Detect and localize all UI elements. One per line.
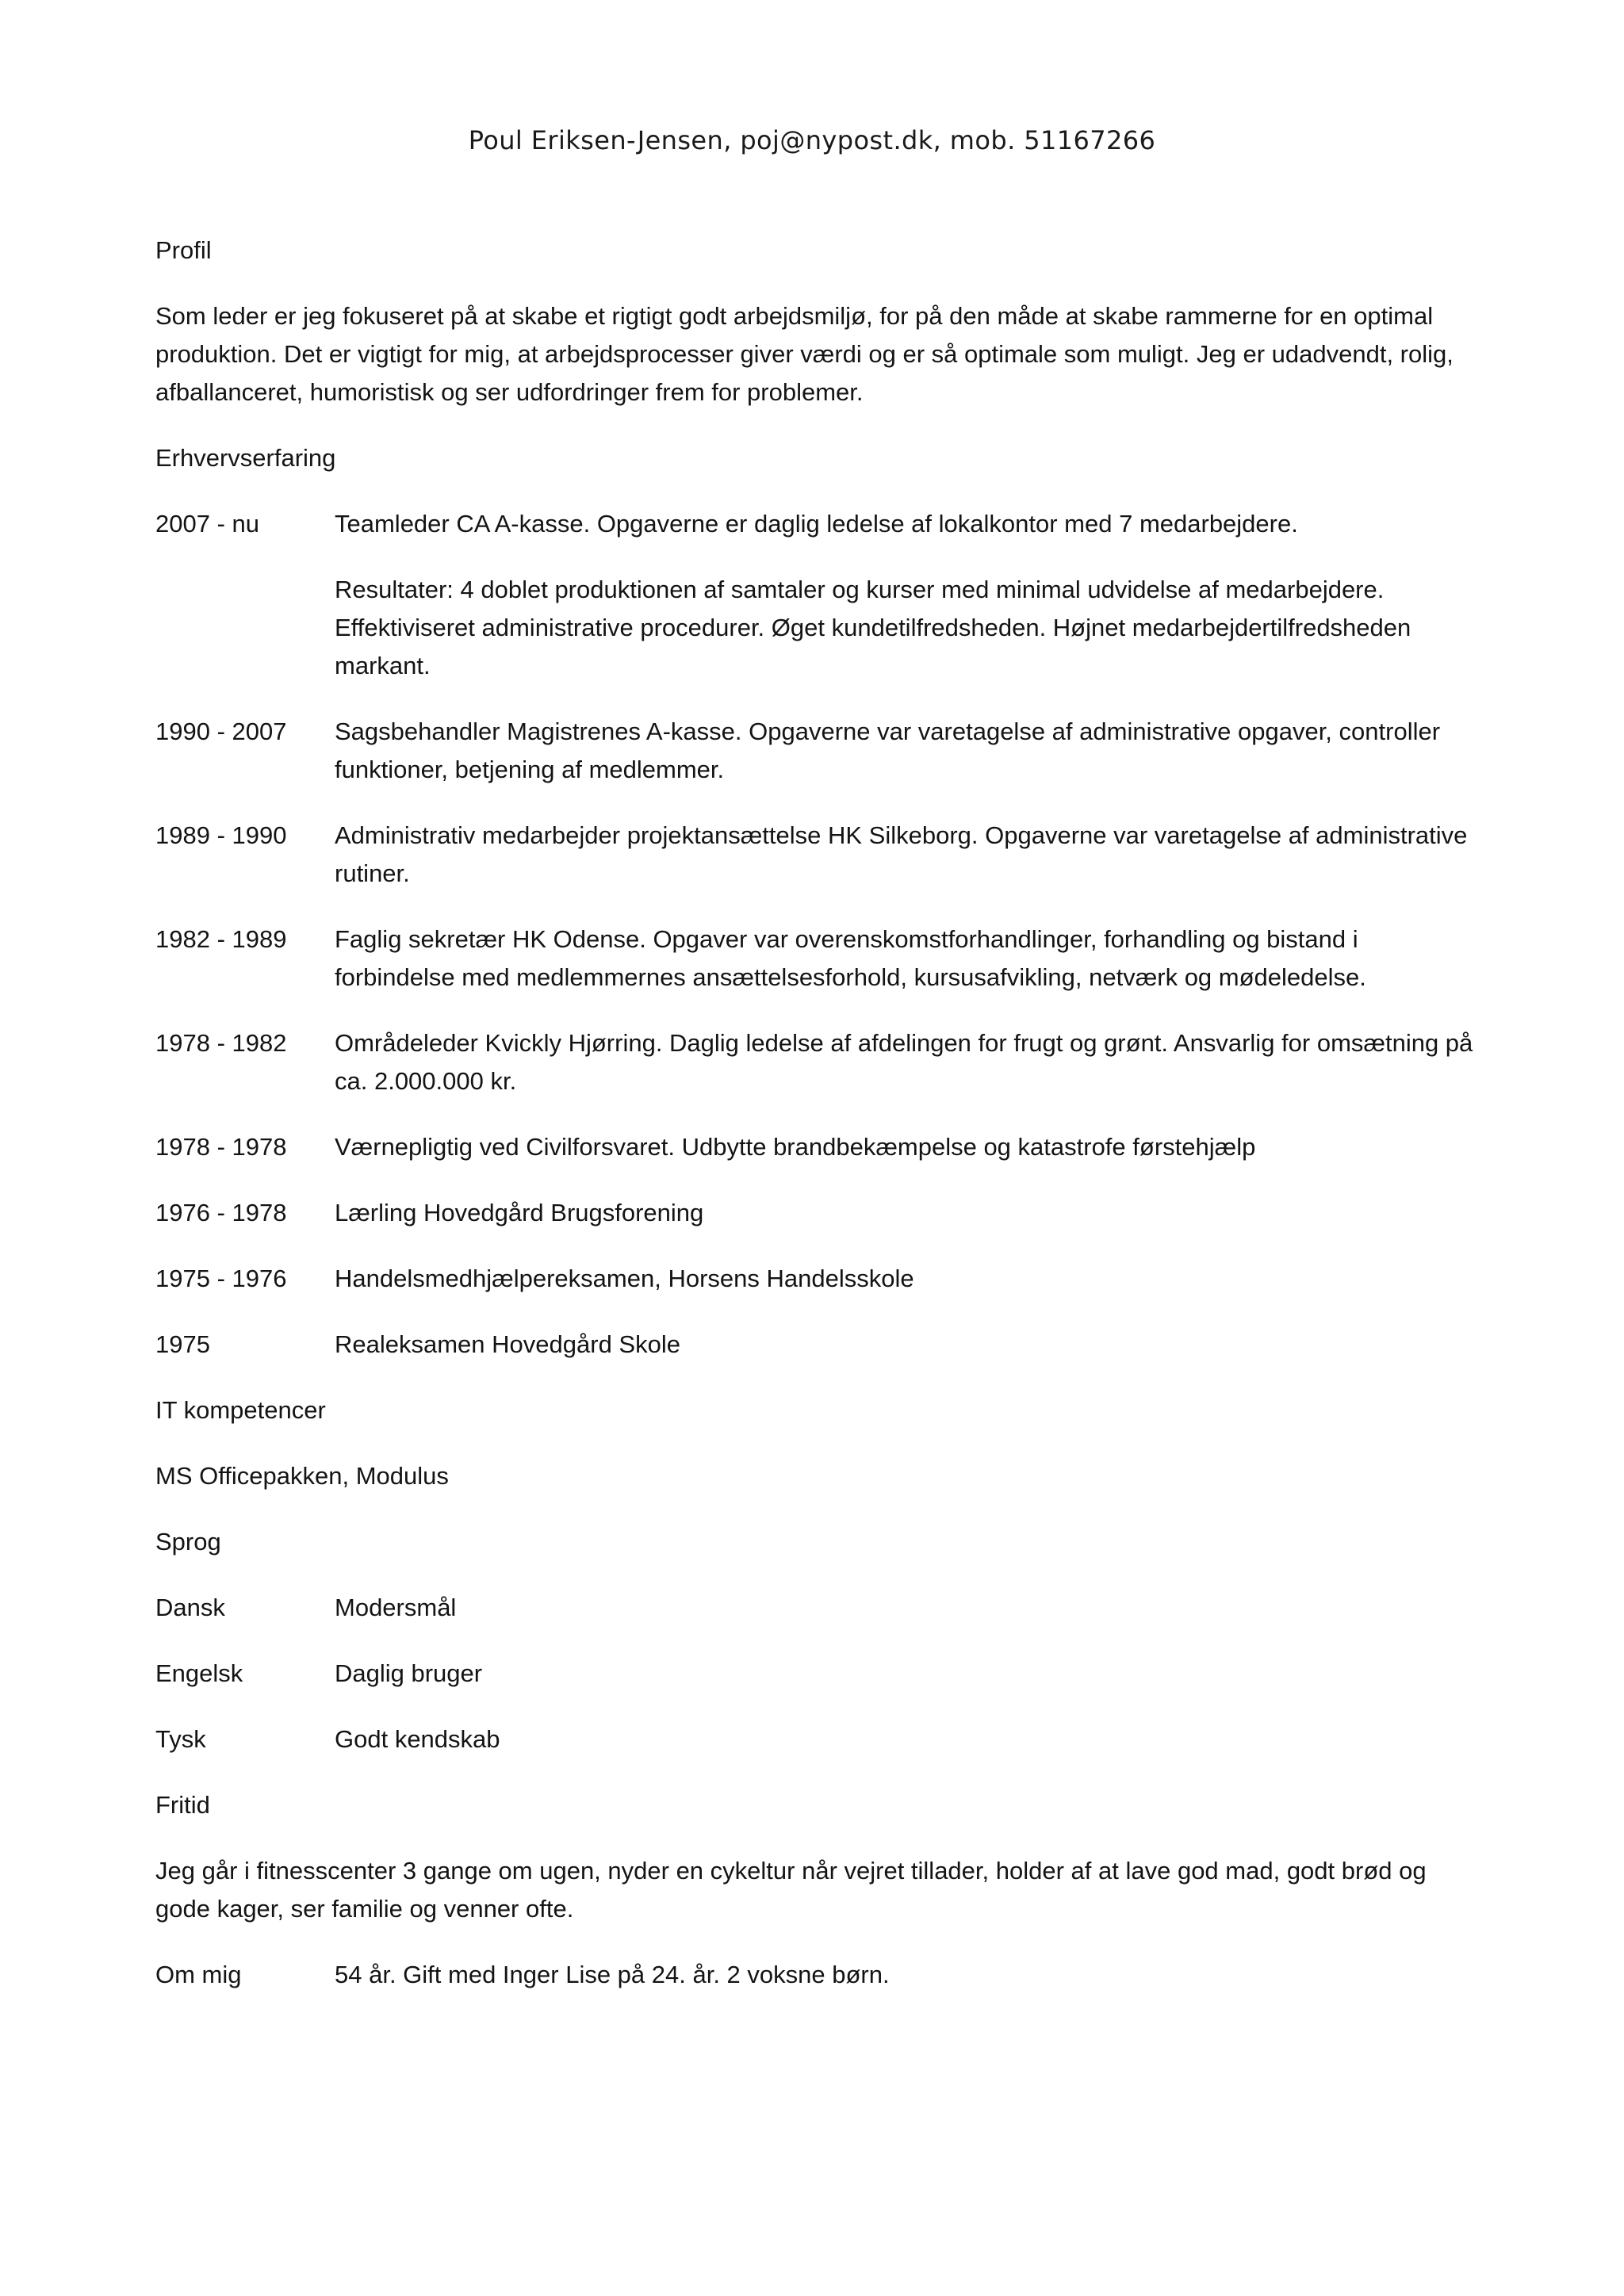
language-entry	[155, 1655, 1484, 1693]
language-level: Godt kendskab	[335, 1725, 500, 1753]
experience-period	[155, 571, 335, 685]
about-text: 54 år. Gift med Inger Lise på 24. år. 2 voksne børn.	[335, 1961, 890, 1988]
experience-entry	[155, 713, 1484, 789]
it-heading: IT kompetencer	[155, 1396, 326, 1424]
experience-entry	[155, 1024, 1484, 1100]
experience-period: 1989 - 1990	[155, 821, 287, 849]
cv-content	[155, 232, 1484, 2022]
experience-description: Resultater: 4 doblet produktionen af samtaler og kurser med minimal udvidelse af medarbejdere. Effektiviseret administrative procedurer. Øget kundetilfredsheden. Højnet medarbejdertilfredsheden markant.	[335, 576, 1411, 679]
experience-description: Faglig sekretær HK Odense. Opgaver var overenskomstforhandlinger, forhandling og bistand i forbindelse med medlemmernes ansættelsesforhold, kursusafvikling, netværk og mødeledelse.	[335, 925, 1366, 991]
experience-entry	[155, 1326, 1484, 1364]
experience-description: Administrativ medarbejder projektansættelse HK Silkeborg. Opgaverne var varetagelse af administrative rutiner.	[335, 821, 1468, 887]
contact-header: Poul Eriksen-Jensen, poj@nypost.dk, mob. 51167266	[468, 125, 1156, 155]
profile-text: Som leder er jeg fokuseret på at skabe et rigtigt godt arbejdsmiljø, for på den måde at skabe rammerne for en optimal produktion. Det er vigtigt for mig, at arbejdsprocesser giver værdi og er så optimale som muligt. Jeg er udadvendt, rolig, afballanceret, humoristisk og ser udfordringer frem for problemer.	[155, 302, 1454, 406]
leisure-heading: Fritid	[155, 1791, 210, 1819]
experience-description: Sagsbehandler Magistrenes A-kasse. Opgaverne var varetagelse af administrative opgaver, controller funktioner, betjening af medlemmer.	[335, 718, 1441, 783]
about-entry	[155, 1956, 1484, 1994]
experience-period: 1978 - 1982	[155, 1029, 287, 1057]
experience-entry	[155, 920, 1484, 997]
leisure-text: Jeg går i fitnesscenter 3 gange om ugen, nyder en cykeltur når vejret tillader, holder af at lave god mad, godt brød og gode kager, ser familie og venner ofte.	[155, 1857, 1427, 1923]
languages-heading: Sprog	[155, 1528, 221, 1556]
experience-description: Teamleder CA A-kasse. Opgaverne er daglig ledelse af lokalkontor med 7 medarbejdere.	[335, 510, 1298, 538]
experience-entry	[155, 571, 1484, 685]
experience-description: Lærling Hovedgård Brugsforening	[335, 1199, 704, 1226]
experience-description: Realeksamen Hovedgård Skole	[335, 1330, 680, 1358]
experience-entry	[155, 817, 1484, 893]
language-entry	[155, 1720, 1484, 1758]
experience-entry	[155, 1128, 1484, 1166]
language-level: Modersmål	[335, 1594, 457, 1621]
experience-period: 1982 - 1989	[155, 925, 287, 953]
experience-period: 2007 - nu	[155, 510, 259, 538]
it-text: MS Officepakken, Modulus	[155, 1462, 449, 1490]
language-name: Engelsk	[155, 1659, 243, 1687]
experience-entry	[155, 505, 1484, 543]
experience-entry	[155, 1260, 1484, 1298]
experience-period: 1976 - 1978	[155, 1199, 287, 1226]
experience-description: Områdeleder Kvickly Hjørring. Daglig ledelse af afdelingen for frugt og grønt. Ansvarlig for omsætning på ca. 2.000.000 kr.	[335, 1029, 1473, 1095]
experience-period: 1975	[155, 1330, 210, 1358]
experience-period: 1978 - 1978	[155, 1133, 287, 1161]
experience-period: 1990 - 2007	[155, 718, 287, 745]
language-name: Tysk	[155, 1725, 206, 1753]
language-entry	[155, 1589, 1484, 1627]
about-label: Om mig	[155, 1961, 242, 1988]
language-name: Dansk	[155, 1594, 225, 1621]
experience-description: Handelsmedhjælpereksamen, Horsens Handelsskole	[335, 1265, 914, 1292]
experience-heading: Erhvervserfaring	[155, 444, 336, 472]
experience-entry	[155, 1194, 1484, 1232]
experience-period: 1975 - 1976	[155, 1265, 287, 1292]
experience-description: Værnepligtig ved Civilforsvaret. Udbytte brandbekæmpelse og katastrofe førstehjælp	[335, 1133, 1256, 1161]
language-level: Daglig bruger	[335, 1659, 483, 1687]
profile-heading: Profil	[155, 236, 212, 264]
